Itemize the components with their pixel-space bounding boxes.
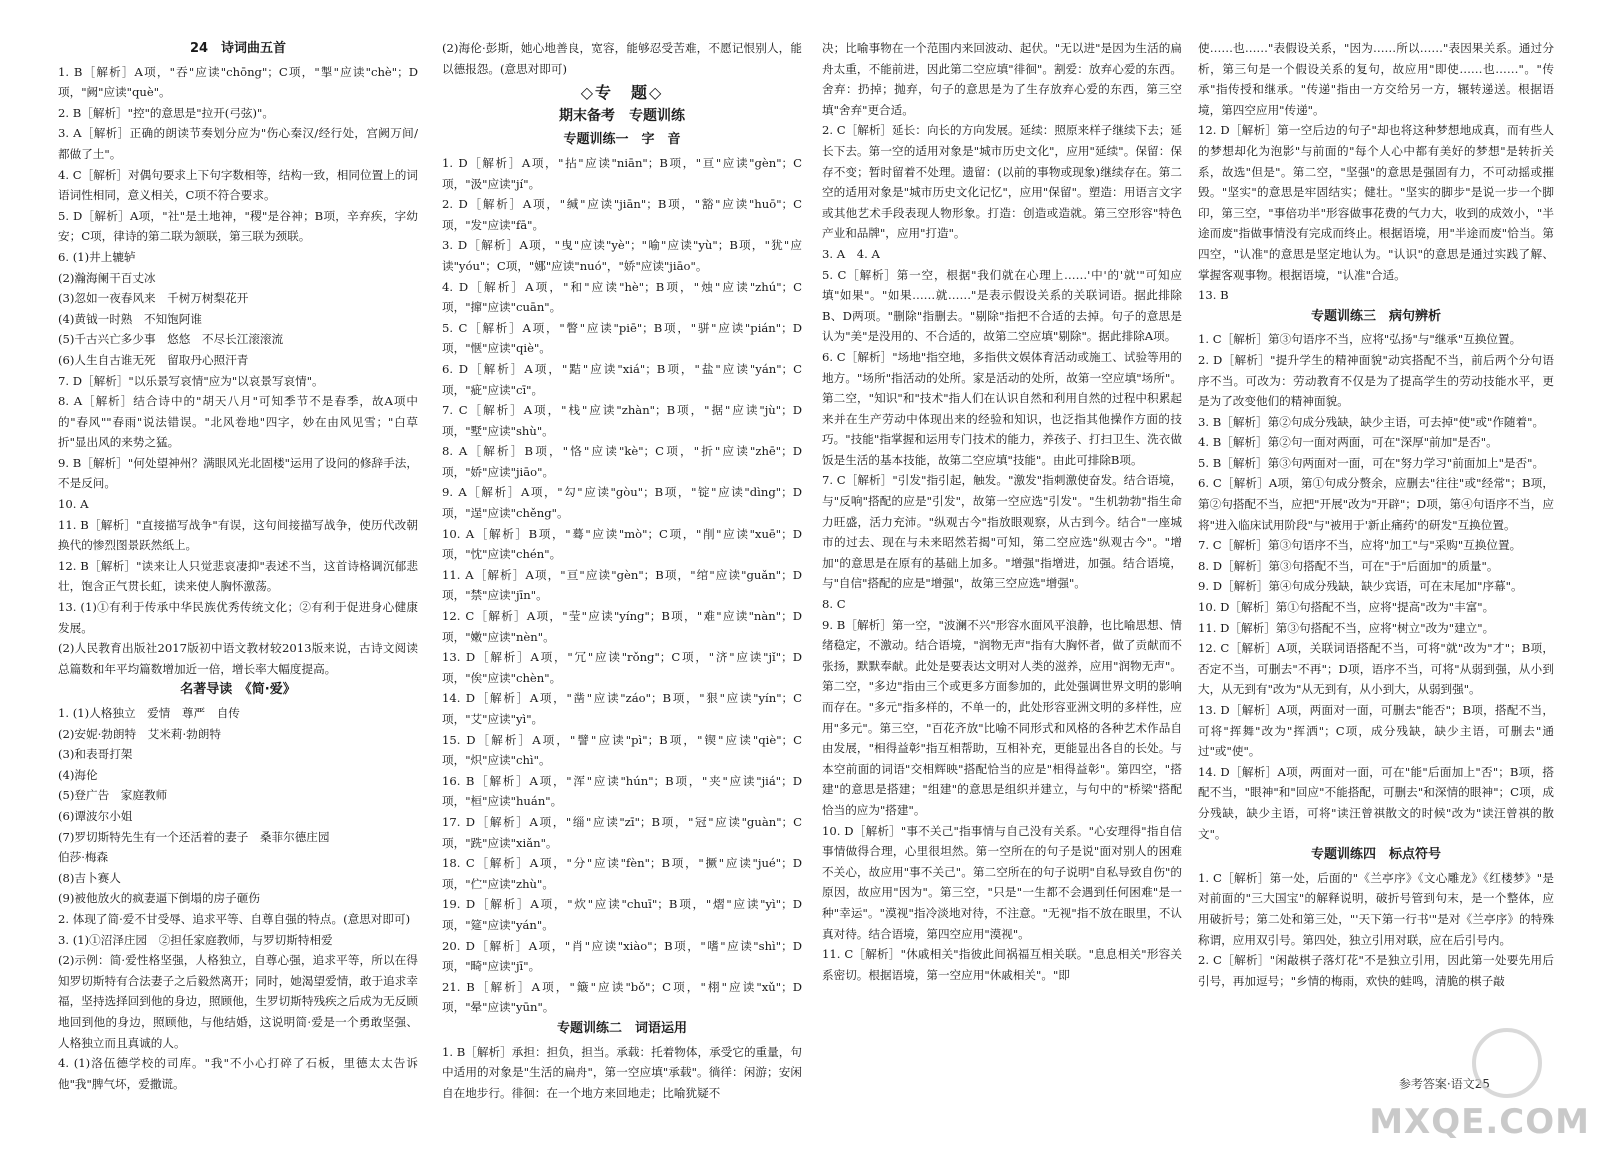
answer-paragraph: 11. B［解析］"直接描写战争"有误，这句间接描写战争，使历代改朝换代的惨烈图景跃然纸上。 [58, 517, 418, 553]
answer-paragraph: 11. C［解析］"休戚相关"指彼此间祸福互相关联。"息息相关"形容关系密切。根据语境，第一空应用"休戚相关"。"即 [822, 947, 1182, 982]
answer-paragraph: 6. (1)井上辘轳 [58, 249, 136, 264]
answer-paragraph: (8)吉卜赛人 [58, 870, 121, 885]
answer-paragraph: 4. D［解析］A项，"和"应读"hè"；B项，"烛"应读"zhú"；C项，"撺"应读"cuān"。 [442, 279, 802, 315]
answer-paragraph: (9)被他放火的疯妻逼下倒塌的房子砸伤 [58, 891, 260, 906]
answer-paragraph: 10. A［解析］B项，"蓦"应读"mò"；C项，"削"应读"xuē"；D项，"忱"应读"chén"。 [442, 526, 802, 562]
answer-paragraph: 伯莎·梅森 [58, 850, 109, 865]
answer-paragraph: 12. D［解析］第一空后边的句子"却也将这种梦想地成真，而有些人的梦想却化为泡影"与前面的"每个人心中都有美好的梦想"是转折关系，故选"但是"。第二空，"坚强"的意思是强固有力，不可动摇或摧毁。"坚实"的意思是牢固结实；健壮。"坚实的脚步"是说一步一个脚印，第三空，"事倍功半"形容做事花费的气力大，收到的成效小，"半途而废"指做事情没有完成而终止。根据语境，用"半途而废"恰当。第四空，"认准"的意思是坚定地认为。"认识"的意思是通过实践了解、掌握客观事物。根据语境，"认准"合适。 [1198, 123, 1554, 282]
answer-paragraph: 2. C［解析］"闲敲棋子落灯花"不是独立引用，因此第一处要先用后引号，再加逗号；"乡情的梅雨，欢快的蛙鸣，清脆的棋子敲 [1198, 953, 1554, 988]
answer-paragraph: (2)人民教育出版社2017版初中语文教材较2013版来说，古诗文阅读总篇数和年平均篇数增加近一倍，增长率大幅度提高。 [58, 641, 418, 676]
answer-paragraph: (5)千古兴亡多少事 悠悠 不尽长江滚滚流 [58, 332, 284, 347]
answer-paragraph: 3. A［解析］正确的朗读节奏划分应为"伤心秦汉/经行处，宫阙万间/都做了土"。 [58, 126, 418, 161]
section-heading: 专题训练二 词语运用 [556, 1020, 687, 1036]
answer-paragraph: 7. C［解析］"引发"指引起，触发。"激发"指刺激使奋发。结合语境，与"反响"搭配的应是"引发"，故第一空应选"引发"。"生机勃勃"指生命力旺盛，活力充沛。"纵观古今"指放眼观察，从古到今。结合"一座城市的过去、现在与未来昭然若揭"可知，第二空应选"纵观古今"。"增加"的意思是在原有的基础上加多。"增强"指增进，加强。结合语境，与"自信"搭配的应是"增强"，故第三空应选"增强"。 [822, 473, 1182, 591]
answer-paragraph: 19. D［解析］A项，"炊"应读"chuī"；B项，"熠"应读"yì"；D项，"筵"应读"yán"。 [442, 897, 802, 932]
column-2 [442, 38, 802, 1103]
answer-paragraph: 14. D［解析］A项，"凿"应读"záo"；B项，"狠"应读"yín"；C项，"艾"应读"yì"。 [442, 691, 802, 726]
answer-paragraph: 3. D［解析］A项，"曳"应读"yè"；"喻"应读"yù"；B项，"犹"应读"yóu"；C项，"娜"应读"nuó"，"娇"应读"jiāo"。 [442, 238, 802, 273]
answer-paragraph: 9. B［解析］第一空，"波澜不兴"形容水面风平浪静，也比喻思想、情绪稳定，不激动。结合语境，"润物无声"指有大胸怀者，做了贡献而不张扬，默默奉献。此处是要表达文明对人类的滋养，应用"润物无声"。第二空，"多边"指由三个或更多方面参加的，此处强调世界文明的影响而存在。"多元"指多样的，不单一的，此处形容亚洲文明的多样性，应用"多元"。第三空，"百花齐放"比喻不同形式和风格的各种艺术作品自由发展，"相得益彰"指互相帮助，互相补充，更能显出各自的长处。与本空前面的词语"交相辉映"搭配恰当的应是"相得益彰"。第四空，"搭建"的意思是搭建；"组建"的意思是组织并建立，与句中的"桥梁"搭配恰当的应为"搭建"。 [822, 617, 1182, 817]
answer-paragraph: 决；比喻事物在一个范围内来回波动、起伏。"无以进"是因为生活的扁舟太重，不能前进，因此第二空应填"徘徊"。割爱：放弃心爱的东西。舍弃：扔掉；抛弃，句子的意思是为了生存放弃心爱的东西，第三空填"舍弃"更合适。 [822, 41, 1182, 117]
answer-paragraph: 12. C［解析］A项，关联词语搭配不当，可将"就"改为"才"；B项，否定不当，可删去"不再"；D项，语序不当，可将"从弱到强，从小到大，从无到有"改为"从无到有，从小到大，从弱到强"。 [1198, 641, 1554, 697]
answer-paragraph: 12. C［解析］A项，"莹"应读"yíng"；B项，"难"应读"nàn"；D项，"嫩"应读"nèn"。 [442, 609, 802, 644]
answer-paragraph: (2)示例：简·爱性格坚强，人格独立，自尊心强，追求平等，所以在得知罗切斯特有合法妻子之后毅然离开；同时，她渴望爱情，敢于追求幸福，坚持选择回到他的身边，照顾他，生罗切斯特残疾之后成为无反顾地回到他的身边，照顾他，与他结婚，这说明简·爱是一个勇敢坚强、人格独立而且真诚的人。 [58, 953, 418, 1050]
section-heading: ◇专 题◇ [580, 83, 664, 103]
answer-paragraph: (3)忽如一夜春风来 千树万树梨花开 [58, 291, 249, 306]
answer-paragraph: 4. B［解析］第②句一面对两面，可在"深厚"前加"是否"。 [1198, 435, 1498, 450]
answer-paragraph: 2. 体现了简·爱不甘受辱、追求平等、自尊自强的特点。(意思对即可) [58, 911, 411, 926]
answer-paragraph: 21. B［解析］A项，"簸"应读"bǒ"；C项，"栩"应读"xǔ"；D项，"晕"应读"yūn"。 [442, 979, 802, 1015]
answer-paragraph: 3. (1)①沼泽庄园 ②担任家庭教师，与罗切斯特相爱 [58, 932, 333, 947]
answer-paragraph: 15. D［解析］A项，"譬"应读"pì"；B项，"锲"应读"qiè"；C项，"炽"应读"chì"。 [442, 732, 802, 768]
answer-paragraph: (5)登广告 家庭教师 [58, 788, 168, 803]
section-heading: 名著导读 《简·爱》 [180, 682, 296, 698]
answer-paragraph: 4. (1)洛伍德学校的司库。"我"不小心打碎了石板，里德太太告诉他"我"脾气坏，爱撒谎。 [58, 1056, 418, 1091]
answer-paragraph: 2. D［解析］A项，"缄"应读"jiān"；B项，"豁"应读"huō"；C项，"发"应读"fā"。 [442, 197, 802, 232]
answer-paragraph: (2)海伦·彭斯，她心地善良，宽容，能够忍受苦难，不愿记恨别人，能以德报怨。(意思对即可) [442, 41, 802, 76]
column-4 [1198, 38, 1554, 991]
answer-paragraph: 20. D［解析］A项，"肖"应读"xiào"；B项，"嗜"应读"shì"；D项，"畸"应读"jī"。 [442, 938, 802, 974]
answer-paragraph: 1. B［解析］A项，"吞"应读"chōng"；C项，"掣"应读"chè"；D项，"阙"应读"què"。 [58, 64, 418, 100]
answer-paragraph: 3. A 4. A [822, 246, 880, 261]
answer-paragraph: 13. D［解析］A项，"冗"应读"rǒng"；C项，"济"应读"jǐ"；D项，"俟"应读"chèn"。 [442, 650, 802, 685]
section-heading: 专题训练三 病句辨析 [1310, 308, 1441, 324]
section-heading: 24 诗词曲五首 [189, 41, 287, 56]
answer-paragraph: 7. C［解析］A项，"栈"应读"zhàn"；B项，"据"应读"jù"；D项，"墅"应读"shù"。 [442, 403, 802, 438]
answer-paragraph: 1. C［解析］第一处，后面的"《兰亭序》《文心雕龙》《红楼梦》"是对前面的"三大国宝"的解释说明，破折号管到句末，是一个整体，应用破折号；第二处和第三处，"'天下第一行书'"是对《兰亭序》的特殊称谓，应用双引号。第四处，独立引用对联，应在后引号内。 [1198, 870, 1554, 947]
answer-paragraph: 2. C［解析］延长：向长的方向发展。延续：照原来样子继续下去；延长下去。第一空的适用对象是"城市历史文化"，应用"延续"。保留：保存不变；暂时留着不处理。遗留：(以前的事物或现象)继续存在。第二空的适用对象是"城市历史文化记忆"，应用"保留"。塑造：用语言文字或其他艺术手段表现人物形象。打造：创造或造就。第三空形容"特色产业和品牌"，应用"打造"。 [822, 123, 1182, 241]
answer-paragraph: 3. B［解析］第②句成分残缺，缺少主语，可去掉"使"或"作随着"。 [1198, 414, 1545, 429]
answer-paragraph: 13. (1)①有利于传承中华民族优秀传统文化；②有利于促进身心健康发展。 [58, 600, 418, 635]
column-3 [822, 38, 1182, 985]
section-heading: 期末备考 专题训练 [559, 107, 685, 124]
answer-paragraph: 1. D［解析］A项，"拈"应读"niān"；B项，"亘"应读"gèn"；C项，"汲"应读"jí"。 [442, 155, 802, 191]
answer-paragraph: 2. D［解析］"提升学生的精神面貌"动宾搭配不当，前后两个分句语序不当。可改为：劳动教育不仅是为了提高学生的劳动技能水平，更是为了改变他们的精神面貌。 [1198, 352, 1554, 409]
answer-paragraph: 6. C［解析］"场地"指空地，多指供文娱体育活动或施工、试验等用的地方。"场所"指活动的处所。家是活动的处所，故第一空应填"场所"。第二空，"知识"和"技术"指人们在认识自然和利用自然的过程中积累起来并在生产劳动中体现出来的经验和知识，也泛指其他操作方面的技巧。"技能"指掌握和运用专门技术的能力，养孩子、打扫卫生、洗衣做饭是生活的基本技能，故第二空应填"技能"。由此可排除B项。 [822, 349, 1182, 467]
answer-paragraph: 1. (1)人格独立 爱情 尊严 自传 [58, 706, 240, 720]
answer-paragraph: 1. B［解析］承担：担负，担当。承载：托着物体，承受它的重量，句中适用的对象是"生活的扁舟"，第一空应填"承载"。徜徉：闲游；安闲自在地步行。徘徊：在一个地方来回地走；比喻犹疑不 [442, 1044, 802, 1100]
watermark-text: MXQE.COM [1369, 1102, 1590, 1142]
answer-paragraph: 13. D［解析］A项，两面对一面，可删去"能否"；B项，搭配不当，可将"挥舞"改为"挥洒"；C项，成分残缺，缺少主语，可删去"通过"或"使"。 [1198, 703, 1554, 759]
watermark-logo-icon [1472, 1028, 1542, 1098]
answer-paragraph: 7. C［解析］第③句语序不当，应将"加工"与"采购"互换位置。 [1198, 538, 1522, 553]
column-1 [58, 38, 418, 1094]
answer-paragraph: 使……也……"表假设关系，"因为……所以……"表因果关系。通过分析，第三句是一个假设关系的复句，故应用"即使……也……"。"传承"指传授和继承。"传递"指由一方交给另一方，辗转递送。根据语境，第四空应用"传递"。 [1198, 41, 1554, 117]
answer-paragraph: 8. A［解析］B项，"恪"应读"kè"；C项，"折"应读"zhē"；D项，"娇"应读"jiāo"。 [442, 444, 802, 479]
answer-paragraph: 1. C［解析］第③句语序不当，应将"弘扬"与"继承"互换位置。 [1198, 332, 1522, 347]
answer-paragraph: 13. B [1198, 288, 1229, 303]
section-heading: 专题训练一 字 音 [563, 132, 681, 148]
answer-paragraph: 16. B［解析］A项，"浑"应读"hún"；B项，"夹"应读"jiá"；D项，"桓"应读"huán"。 [442, 773, 802, 809]
answer-paragraph: 5. B［解析］第③句两面对一面，可在"努力学习"前面加上"是否"。 [1198, 455, 1545, 470]
answer-paragraph: 10. D［解析］第①句搭配不当，应将"提高"改为"丰富"。 [1198, 600, 1495, 615]
answer-paragraph: 11. D［解析］第③句搭配不当，应将"树立"改为"建立"。 [1198, 620, 1495, 635]
page-footer: 参考答案·语文25 [1398, 1077, 1490, 1091]
answer-paragraph: (6)人生自古谁无死 留取丹心照汗青 [58, 352, 249, 367]
answer-paragraph: (2)安妮·勃朗特 艾米莉·勃朗特 [58, 726, 221, 741]
answer-paragraph: (6)谭波尔小姐 [58, 808, 133, 823]
answer-paragraph: 8. C [822, 597, 846, 612]
answer-paragraph: 6. C［解析］A项，第①句成分赘余，应删去"往往"或"经常"；B项，第②句搭配不当，应把"开展"改为"开辟"；D项，第④句语序不当，应将"进入临床试用阶段"与"被用于'新止痛药'的研发"互换位置。 [1198, 476, 1554, 532]
answer-paragraph: 5. C［解析］第一空，根据"我们就在心理上……'中'的'就'"可知应填"如果"。"如果……就……"是表示假设关系的关联词语。据此排除B、D两项。"删除"指删去。"剔除"指把不合适的去掉。句子的意思是认为"美"是没用的、不合适的，故第二空应填"剔除"。据此排除A项。 [822, 267, 1182, 344]
answer-paragraph: (3)和表哥打架 [58, 747, 133, 762]
answer-paragraph: 9. D［解析］第④句成分残缺，缺少宾语，可在末尾加"序幕"。 [1198, 579, 1523, 594]
answer-paragraph: 11. A［解析］A项，"亘"应读"gèn"；B项，"绾"应读"guǎn"；D项，"禁"应读"jīn"。 [442, 567, 802, 603]
answer-paragraph: 9. A［解析］A项，"勾"应读"gòu"；B项，"锭"应读"dìng"；D项，"逞"应读"chěng"。 [442, 485, 802, 521]
answer-paragraph: 6. D［解析］A项，"黠"应读"xiá"；B项，"盐"应读"yán"；C项，"疵"应读"cī"。 [442, 361, 802, 397]
answer-paragraph: 10. D［解析］"事不关己"指事情与自己没有关系。"心安理得"指自信事情做得合理，心里很坦然。第一空所在的句子是说"面对别人的困难不关心，故应用"事不关己"。第二空所在的句子说明"自私导致自伤"的原因，故应用"因为"。第三空，"只是"一生都不会遇到任何困难"是一种"幸运"。"漠视"指冷淡地对待，不注意。"无视"指不放在眼里，不认真对待。结合语境，第四空应用"漠视"。 [822, 823, 1182, 941]
answer-paragraph: (4)黄钺一时熟 不知饱阿谁 [58, 311, 202, 326]
answer-paragraph: 17. D［解析］A项，"缁"应读"zī"；B项，"冠"应读"guàn"；C项，"跣"应读"xiǎn"。 [442, 814, 802, 850]
answer-paragraph: 9. B［解析］"何处望神州？满眼风光北固楼"运用了设问的修辞手法，不是反问。 [58, 455, 418, 491]
answer-paragraph: 5. C［解析］A项，"瞥"应读"piē"；B项，"骈"应读"pián"；D项，"惬"应读"qiè"。 [442, 320, 802, 356]
answer-paragraph: 8. A［解析］结合诗中的"胡天八月"可知季节不是春季，故A项中的"春风""春雨"说法错误。"北风卷地"四字，妙在由风见雪；"白草折"显出风的来势之猛。 [58, 394, 418, 450]
answer-paragraph: 12. B［解析］"读来让人只觉悲哀凄抑"表述不当，这首诗格调沉郁悲壮，饱含正气贯长虹，读来使人胸怀激荡。 [58, 558, 418, 594]
answer-paragraph: (2)瀚海阑干百丈冰 [58, 270, 156, 285]
answer-paragraph: (7)罗切斯特先生有一个还活着的妻子 桑菲尔德庄园 [58, 829, 330, 844]
answer-paragraph: (4)海伦 [58, 767, 98, 782]
answer-paragraph: 2. B［解析］"控"的意思是"拉开(弓弦)"。 [58, 105, 274, 120]
answer-paragraph: 14. D［解析］A项，两面对一面，可在"能"后面加上"否"；B项，搭配不当，"眼神"和"回应"不能搭配，可删去"和深情的眼神"；C项，成分残缺，缺少主语，可将"读汪曾祺散文的时候"改为"读汪曾祺的散文"。 [1198, 764, 1554, 841]
answer-paragraph: 5. D［解析］A项，"社"是土地神，"稷"是谷神；B项，辛弃疾，字幼安；C项，律诗的第二联为颔联，第三联为颈联。 [58, 208, 418, 244]
answer-paragraph: 18. C［解析］A项，"分"应读"fèn"；B项，"撅"应读"jué"；D项，"伫"应读"zhù"。 [442, 856, 802, 891]
answer-paragraph: 8. D［解析］第③句搭配不当，可在"于"后面加"的质量"。 [1198, 558, 1499, 573]
answer-paragraph: 7. D［解析］"以乐景写哀情"应为"以哀景写哀情"。 [58, 373, 324, 388]
answer-paragraph: 4. C［解析］对偶句要求上下句字数相等，结构一致，相同位置上的词语词性相同，意义相关，C项不符合要求。 [58, 167, 418, 203]
answer-paragraph: 10. A [58, 497, 89, 512]
section-heading: 专题训练四 标点符号 [1310, 847, 1441, 863]
